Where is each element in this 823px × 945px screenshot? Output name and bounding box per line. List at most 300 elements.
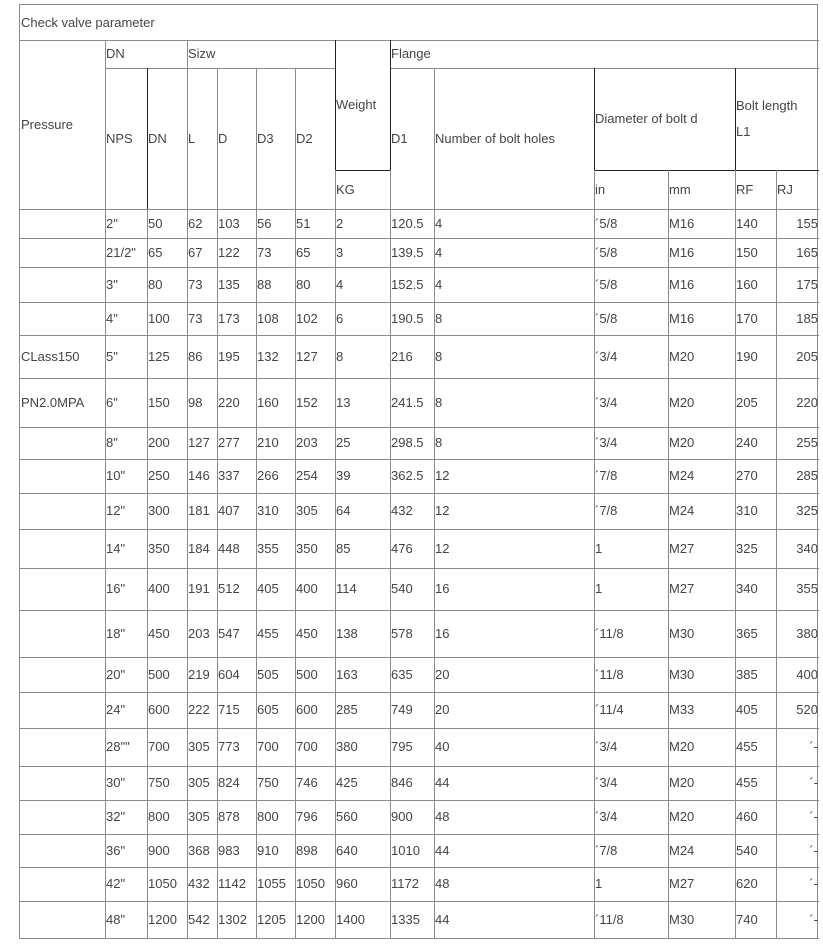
table-cell: 80 — [296, 276, 311, 292]
table-cell: 432 — [188, 876, 210, 891]
table-cell: 4 — [435, 215, 443, 231]
table-cell: M20 — [669, 348, 695, 364]
table-cell: 795 — [391, 739, 413, 754]
header-rj: RJ — [777, 181, 793, 197]
table-cell: 1010 — [391, 842, 420, 858]
table-cell: 305 — [188, 775, 210, 790]
table-cell: 407 — [218, 503, 240, 518]
table-cell: 746 — [296, 775, 318, 790]
grid-line — [735, 68, 736, 938]
table-cell: M24 — [669, 503, 695, 518]
table-cell: 1142 — [218, 876, 246, 891]
grid-line — [217, 68, 218, 938]
table-cell: 350 — [148, 540, 170, 556]
table-cell: 44 — [435, 911, 450, 927]
table-cell: 20 — [435, 666, 450, 682]
table-cell: 547 — [218, 625, 240, 641]
table-cell: ´5/8 — [595, 244, 618, 260]
table-cell: 67 — [188, 244, 203, 260]
table-cell: 380 — [796, 625, 818, 641]
table-cell: 1200 — [148, 911, 177, 927]
table-cell: ´3/4 — [595, 809, 618, 824]
table-cell: ´11/8 — [595, 666, 624, 682]
header-weight: Weight — [336, 97, 377, 112]
header-l: L — [188, 130, 196, 146]
table-cell: 960 — [336, 876, 358, 891]
table-cell: ´7/8 — [595, 468, 618, 483]
table-cell: 36" — [106, 842, 126, 858]
table-cell: M16 — [669, 276, 695, 292]
table-cell: 203 — [188, 625, 210, 641]
table-cell: M30 — [669, 625, 695, 641]
table-cell: 900 — [148, 842, 170, 858]
table-cell: 350 — [296, 540, 318, 556]
table-cell: 450 — [148, 625, 170, 641]
table-cell: 310 — [257, 503, 279, 518]
grid-line — [256, 68, 257, 938]
table-cell: 65 — [148, 244, 163, 260]
table-cell: 122 — [218, 244, 240, 260]
table-cell: M20 — [669, 394, 695, 410]
table-cell: 8" — [106, 435, 118, 450]
table-cell: M16 — [669, 215, 695, 231]
table-cell: 195 — [218, 348, 240, 364]
table-cell: 240 — [736, 435, 758, 450]
table-cell: M20 — [669, 739, 695, 754]
table-cell: M27 — [669, 540, 695, 556]
table-cell: 24" — [106, 702, 126, 717]
table-cell: 50 — [148, 215, 163, 231]
grid-line — [335, 40, 336, 938]
table-cell: 846 — [391, 775, 413, 790]
table-cell: 40 — [435, 739, 450, 754]
table-cell: 1400 — [336, 911, 365, 927]
table-cell: 16" — [106, 581, 126, 596]
table-cell: 337 — [218, 468, 240, 483]
table-cell: 16 — [435, 581, 450, 596]
table-cell: 173 — [218, 310, 240, 326]
table-cell: 385 — [736, 666, 758, 682]
table-cell: 540 — [736, 842, 758, 858]
table-cell: 600 — [148, 702, 170, 717]
table-cell: 500 — [296, 666, 318, 682]
table-cell: 1335 — [391, 911, 420, 927]
table-cell: 80 — [148, 276, 163, 292]
table-cell: 175 — [796, 276, 818, 292]
table-cell: 73 — [188, 310, 203, 326]
table-cell: 824 — [218, 775, 240, 790]
table-cell: 190 — [736, 348, 758, 364]
table-cell: 380 — [336, 739, 358, 754]
table-cell: 102 — [296, 310, 318, 326]
table-cell: 220 — [218, 394, 240, 410]
table-cell: 878 — [218, 809, 240, 824]
grid-line — [295, 68, 296, 938]
pressure-label-class: CLass150 — [21, 348, 80, 364]
table-cell: 254 — [296, 468, 318, 483]
table-cell: 160 — [736, 276, 758, 292]
table-cell: 181 — [188, 503, 210, 518]
table-cell: 800 — [148, 809, 170, 824]
grid-line — [20, 938, 819, 939]
pressure-label-pn: PN2.0MPA — [21, 394, 85, 410]
table-cell: 512 — [218, 581, 240, 596]
table-cell: ´3/4 — [595, 739, 618, 754]
table-cell: 42" — [106, 876, 126, 891]
table-cell: 750 — [148, 775, 170, 790]
table-cell: ´- — [809, 739, 818, 754]
table-cell: ´3/4 — [595, 348, 618, 364]
table-cell: ´11/8 — [595, 625, 624, 641]
table-cell: 85 — [336, 540, 351, 556]
table-cell: 578 — [391, 625, 413, 641]
table-cell: 73 — [188, 276, 203, 292]
grid-line — [335, 170, 390, 171]
table-cell: 604 — [218, 666, 240, 682]
table-cell: M30 — [669, 666, 695, 682]
table-cell: 114 — [336, 581, 357, 596]
table-cell: 108 — [257, 310, 279, 326]
header-d3: D3 — [257, 130, 274, 146]
table-cell: 285 — [796, 468, 818, 483]
table-cell: 1302 — [218, 911, 247, 927]
table-cell: 28"" — [106, 739, 130, 754]
table-cell: ´- — [809, 775, 818, 790]
table-cell: 270 — [736, 468, 758, 483]
table-cell: 542 — [188, 911, 210, 927]
table-cell: 455 — [736, 775, 758, 790]
table-cell: 305 — [188, 809, 210, 824]
table-cell: 127 — [296, 348, 318, 364]
table-cell: 21/2" — [106, 244, 136, 260]
table-cell: 460 — [736, 809, 758, 824]
table-cell: 220 — [796, 394, 818, 410]
table-cell: 3" — [106, 276, 118, 292]
table-title: Check valve parameter — [21, 14, 155, 30]
grid-line — [187, 40, 188, 938]
table-cell: 1 — [595, 540, 603, 556]
table-cell: 150 — [736, 244, 758, 260]
table-cell: 277 — [218, 435, 240, 450]
table-cell: 898 — [296, 842, 318, 858]
table-cell: 125 — [148, 348, 170, 364]
table-cell: 4 — [336, 276, 344, 292]
table-cell: 983 — [218, 842, 240, 858]
table-cell: 8 — [336, 348, 344, 364]
table-cell: 98 — [188, 394, 203, 410]
header-flange: Flange — [391, 46, 431, 61]
table-cell: 20 — [435, 702, 450, 717]
table-cell: 88 — [257, 276, 272, 292]
table-cell: 160 — [257, 394, 279, 410]
table-cell: M27 — [669, 581, 695, 596]
header-dn-group: DN — [106, 46, 125, 61]
table-cell: 740 — [736, 911, 758, 927]
table-cell: 1205 — [257, 911, 286, 927]
table-cell: 910 — [257, 842, 279, 858]
table-cell: 700 — [296, 739, 318, 754]
grid-line — [434, 68, 435, 938]
table-cell: 12 — [435, 540, 450, 556]
table-cell: ´- — [809, 809, 818, 824]
table-cell: 205 — [796, 348, 818, 364]
table-cell: 6" — [106, 394, 118, 410]
table-cell: 400 — [148, 581, 170, 596]
header-bolt-length: Bolt length — [736, 98, 798, 113]
table-cell: 165 — [796, 244, 818, 260]
table-cell: 170 — [736, 310, 758, 326]
table-cell: 340 — [796, 540, 818, 556]
table-cell: 250 — [148, 468, 170, 483]
table-cell: M20 — [669, 435, 695, 450]
table-cell: 450 — [296, 625, 318, 641]
table-cell: 65 — [296, 244, 311, 260]
table-cell: M27 — [669, 876, 695, 891]
table-cell: 1050 — [296, 876, 325, 891]
table-cell: 135 — [218, 276, 240, 292]
table-cell: 13 — [336, 394, 351, 410]
table-cell: 200 — [148, 435, 170, 450]
grid-line — [735, 68, 736, 170]
table-cell: 30" — [106, 775, 126, 790]
table-cell: 48 — [435, 809, 450, 824]
table-cell: 18" — [106, 625, 126, 641]
table-cell: 139.5 — [391, 244, 424, 260]
table-cell: 455 — [736, 739, 758, 754]
table-cell: 750 — [257, 775, 279, 790]
table-cell: ´5/8 — [595, 310, 618, 326]
table-cell: ´5/8 — [595, 276, 618, 292]
table-cell: 605 — [257, 702, 279, 717]
table-cell: 300 — [148, 503, 170, 518]
table-cell: 12" — [106, 503, 126, 518]
table-cell: 405 — [257, 581, 279, 596]
table-cell: ´11/4 — [595, 702, 624, 717]
header-bolt-length-cell — [735, 68, 819, 170]
table-cell: 476 — [391, 540, 413, 556]
header-d2: D2 — [296, 130, 313, 146]
header-nps: NPS — [106, 130, 133, 146]
table-cell: 146 — [188, 468, 210, 483]
table-cell: 185 — [796, 310, 818, 326]
table-cell: ´- — [809, 842, 818, 858]
table-cell: ´- — [809, 876, 818, 891]
table-cell: M20 — [669, 809, 695, 824]
table-cell: 120.5 — [391, 215, 424, 231]
table-cell: 1 — [595, 876, 603, 891]
table-cell: 44 — [435, 842, 450, 858]
table-cell: 1200 — [296, 911, 325, 927]
table-cell: 796 — [296, 809, 318, 824]
table-cell: 455 — [257, 625, 279, 641]
table-cell: 325 — [796, 503, 818, 518]
table-cell: 219 — [188, 666, 210, 682]
table-cell: 425 — [336, 775, 358, 790]
table-cell: 266 — [257, 468, 279, 483]
table-cell: 715 — [218, 702, 240, 717]
table-cell: 1 — [595, 581, 603, 596]
grid-line — [594, 68, 595, 938]
table-cell: 2 — [336, 215, 344, 231]
table-cell: 900 — [391, 809, 413, 824]
table-cell: 44 — [435, 775, 450, 790]
table-cell: M20 — [669, 775, 695, 790]
grid-line — [335, 40, 336, 170]
table-cell: 355 — [257, 540, 279, 556]
table-cell: 448 — [218, 540, 240, 556]
table-cell: 8 — [435, 394, 443, 410]
grid-line — [105, 40, 106, 938]
header-d1: D1 — [391, 130, 408, 146]
table-cell: 190.5 — [391, 310, 424, 326]
table-cell: 255 — [796, 435, 818, 450]
table-cell: 12 — [435, 468, 450, 483]
table-cell: 700 — [257, 739, 279, 754]
header-bolt-length-l1: L1 — [736, 124, 751, 139]
table-cell: 355 — [796, 581, 818, 596]
table-cell: 48 — [435, 876, 450, 891]
grid-line — [594, 68, 595, 170]
table-cell: 73 — [257, 244, 272, 260]
table-cell: M16 — [669, 244, 695, 260]
grid-line — [594, 170, 819, 171]
table-cell: 640 — [336, 842, 358, 858]
header-dn: DN — [148, 130, 167, 146]
header-bolt-diameter-mm: mm — [669, 181, 691, 197]
table-cell: 520 — [796, 702, 818, 717]
table-cell: 368 — [188, 842, 210, 858]
table-cell: 6 — [336, 310, 344, 326]
table-cell: 152 — [296, 394, 318, 410]
table-cell: 48" — [106, 911, 126, 927]
table-cell: 241.5 — [391, 394, 424, 410]
table-cell: 20" — [106, 666, 126, 682]
table-cell: ´5/8 — [595, 215, 618, 231]
table-cell: M24 — [669, 842, 695, 858]
table-cell: 12 — [435, 503, 450, 518]
table-cell: ´3/4 — [595, 394, 618, 410]
table-cell: 25 — [336, 435, 351, 450]
table-cell: 310 — [736, 503, 758, 518]
table-cell: 184 — [188, 540, 210, 556]
table-cell: 700 — [148, 739, 170, 754]
table-cell: 432 — [391, 503, 413, 518]
table-cell: 62 — [188, 215, 203, 231]
table-cell: 635 — [391, 666, 413, 682]
table-cell: ´3/4 — [595, 435, 618, 450]
table-cell: 56 — [257, 215, 272, 231]
table-cell: 365 — [736, 625, 758, 641]
table-cell: 210 — [257, 435, 279, 450]
table-cell: 405 — [736, 702, 758, 717]
table-cell: 285 — [336, 702, 358, 717]
table-cell: 8 — [435, 348, 443, 364]
table-cell: 86 — [188, 348, 203, 364]
table-cell: M30 — [669, 911, 695, 927]
table-cell: 103 — [218, 215, 240, 231]
table-cell: 505 — [257, 666, 279, 682]
table-cell: 400 — [796, 666, 818, 682]
check-valve-parameter-table — [19, 4, 818, 939]
table-cell: 39 — [336, 468, 351, 483]
header-bolt-diameter-in: in — [595, 181, 606, 197]
table-cell: 138 — [336, 625, 358, 641]
table-cell: 560 — [336, 809, 358, 824]
table-cell: 222 — [188, 702, 210, 717]
table-cell: 163 — [336, 666, 358, 682]
table-cell: M24 — [669, 468, 695, 483]
table-cell: 100 — [148, 310, 170, 326]
table-cell: 64 — [336, 503, 351, 518]
table-cell: 150 — [148, 394, 170, 410]
grid-line — [390, 40, 391, 938]
header-pressure: Pressure — [21, 116, 74, 132]
header-bolt-holes: Number of bolt holes — [435, 130, 555, 146]
grid-line — [390, 40, 391, 170]
table-cell: ´7/8 — [595, 842, 618, 858]
table-cell: 191 — [188, 581, 210, 596]
table-cell: 203 — [296, 435, 318, 450]
table-cell: 216 — [391, 348, 413, 364]
table-cell: ´- — [809, 911, 818, 927]
table-cell: 749 — [391, 702, 413, 717]
table-cell: 620 — [736, 876, 758, 891]
table-cell: 140 — [736, 215, 758, 231]
table-cell: ´7/8 — [595, 503, 618, 518]
table-cell: 305 — [296, 503, 318, 518]
table-cell: 340 — [736, 581, 758, 596]
table-cell: 5" — [106, 348, 118, 364]
table-cell: 500 — [148, 666, 170, 682]
table-cell: 800 — [257, 809, 279, 824]
table-cell: 1055 — [257, 876, 286, 891]
header-bolt-diameter: Diameter of bolt d — [595, 111, 698, 126]
table-cell: 14" — [106, 540, 126, 556]
table-cell: 127 — [188, 435, 210, 450]
table-cell: 305 — [188, 739, 210, 754]
table-cell: 325 — [736, 540, 758, 556]
table-cell: 32" — [106, 809, 126, 824]
table-cell: 400 — [296, 581, 318, 596]
table-cell: 2" — [106, 215, 118, 231]
table-cell: 600 — [296, 702, 318, 717]
table-cell: 773 — [218, 739, 240, 754]
table-cell: M33 — [669, 702, 695, 717]
table-cell: 1172 — [391, 876, 419, 891]
header-size-group: Sizw — [188, 46, 216, 61]
table-cell: 4 — [435, 276, 443, 292]
table-cell: 1050 — [148, 876, 177, 891]
table-cell: 4 — [435, 244, 443, 260]
header-rf: RF — [736, 181, 754, 197]
table-cell: 362.5 — [391, 468, 424, 483]
table-cell: 10" — [106, 468, 126, 483]
table-cell: 132 — [257, 348, 279, 364]
table-cell: ´11/8 — [595, 911, 624, 927]
table-cell: 16 — [435, 625, 450, 641]
table-cell: 4" — [106, 310, 118, 326]
header-weight-unit: KG — [336, 181, 355, 197]
grid-line — [147, 68, 148, 209]
table-cell: 298.5 — [391, 435, 424, 450]
table-cell: 155 — [796, 215, 818, 231]
table-cell: 3 — [336, 244, 344, 260]
table-cell: 8 — [435, 310, 443, 326]
table-cell: ´3/4 — [595, 775, 618, 790]
header-d: D — [218, 130, 228, 146]
table-cell: 152.5 — [391, 276, 424, 292]
table-cell: M16 — [669, 310, 695, 326]
